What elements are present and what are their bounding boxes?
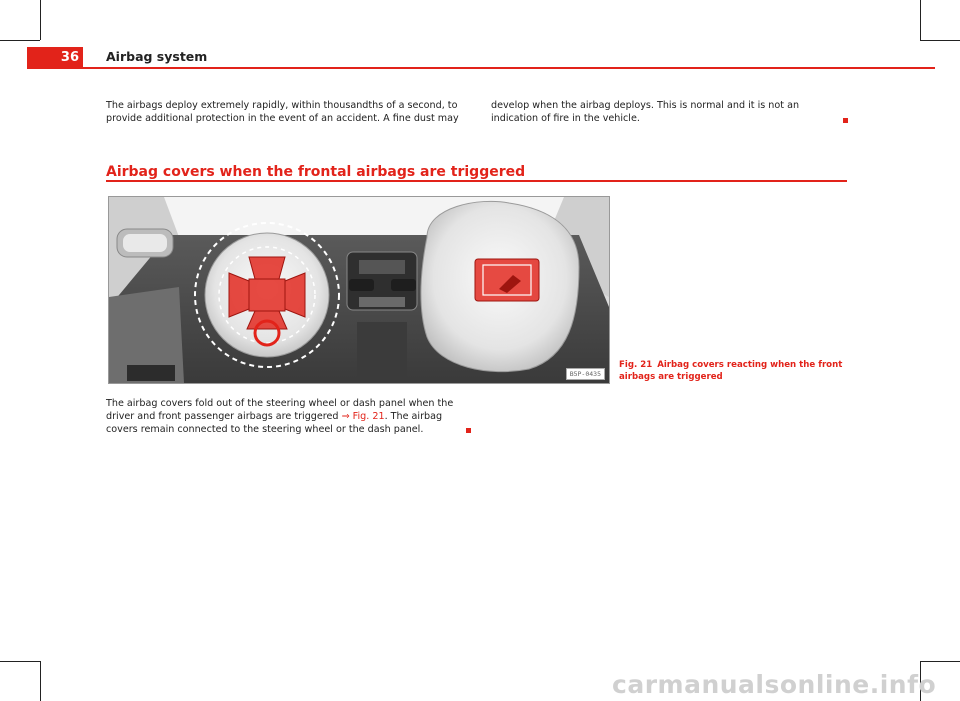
crop-mark [0, 40, 40, 41]
intro-left-paragraph: The airbags deploy extremely rapidly, within thousandths of a second, to provide additional protection in the event of an accident. A fine dust may [106, 100, 459, 125]
figure-caption-label: Fig. 21 [619, 360, 653, 370]
body-text-before-ref: The airbag covers fold out of the steering wheel or dash panel when the driver and front passenger airbags are triggered [106, 398, 454, 423]
figure-airbag-covers [108, 196, 610, 384]
crop-mark [920, 40, 960, 41]
section-end-marker [466, 428, 471, 433]
figure-code: B5P-0435 [566, 368, 605, 380]
watermark: carmanualsonline.info [612, 670, 937, 699]
section-rule [106, 180, 847, 182]
figure-reference-link[interactable]: ⇒ Fig. 21 [341, 411, 385, 423]
crop-mark [40, 0, 41, 40]
section-heading: Airbag covers when the frontal airbags are triggered [106, 164, 526, 180]
header-title: Airbag system [106, 49, 208, 64]
intro-right-paragraph: develop when the airbag deploys. This is normal and it is not an indication of fire in the vehicle. [491, 100, 800, 125]
figure-caption-text: Airbag covers reacting when the front airbags are triggered [619, 360, 843, 382]
crop-mark [920, 661, 960, 662]
body-paragraph [106, 397, 458, 437]
crop-mark [0, 661, 40, 662]
section-end-marker [843, 118, 848, 123]
page-number: 36 [27, 47, 83, 69]
body-text-after-ref: . The airbag covers remain connected to the steering wheel or the dash panel. [106, 411, 443, 436]
header-rule [83, 67, 935, 69]
crop-mark [40, 661, 41, 701]
airbag-illustration [109, 197, 609, 383]
figure-caption [619, 360, 849, 383]
crop-mark [920, 0, 921, 40]
